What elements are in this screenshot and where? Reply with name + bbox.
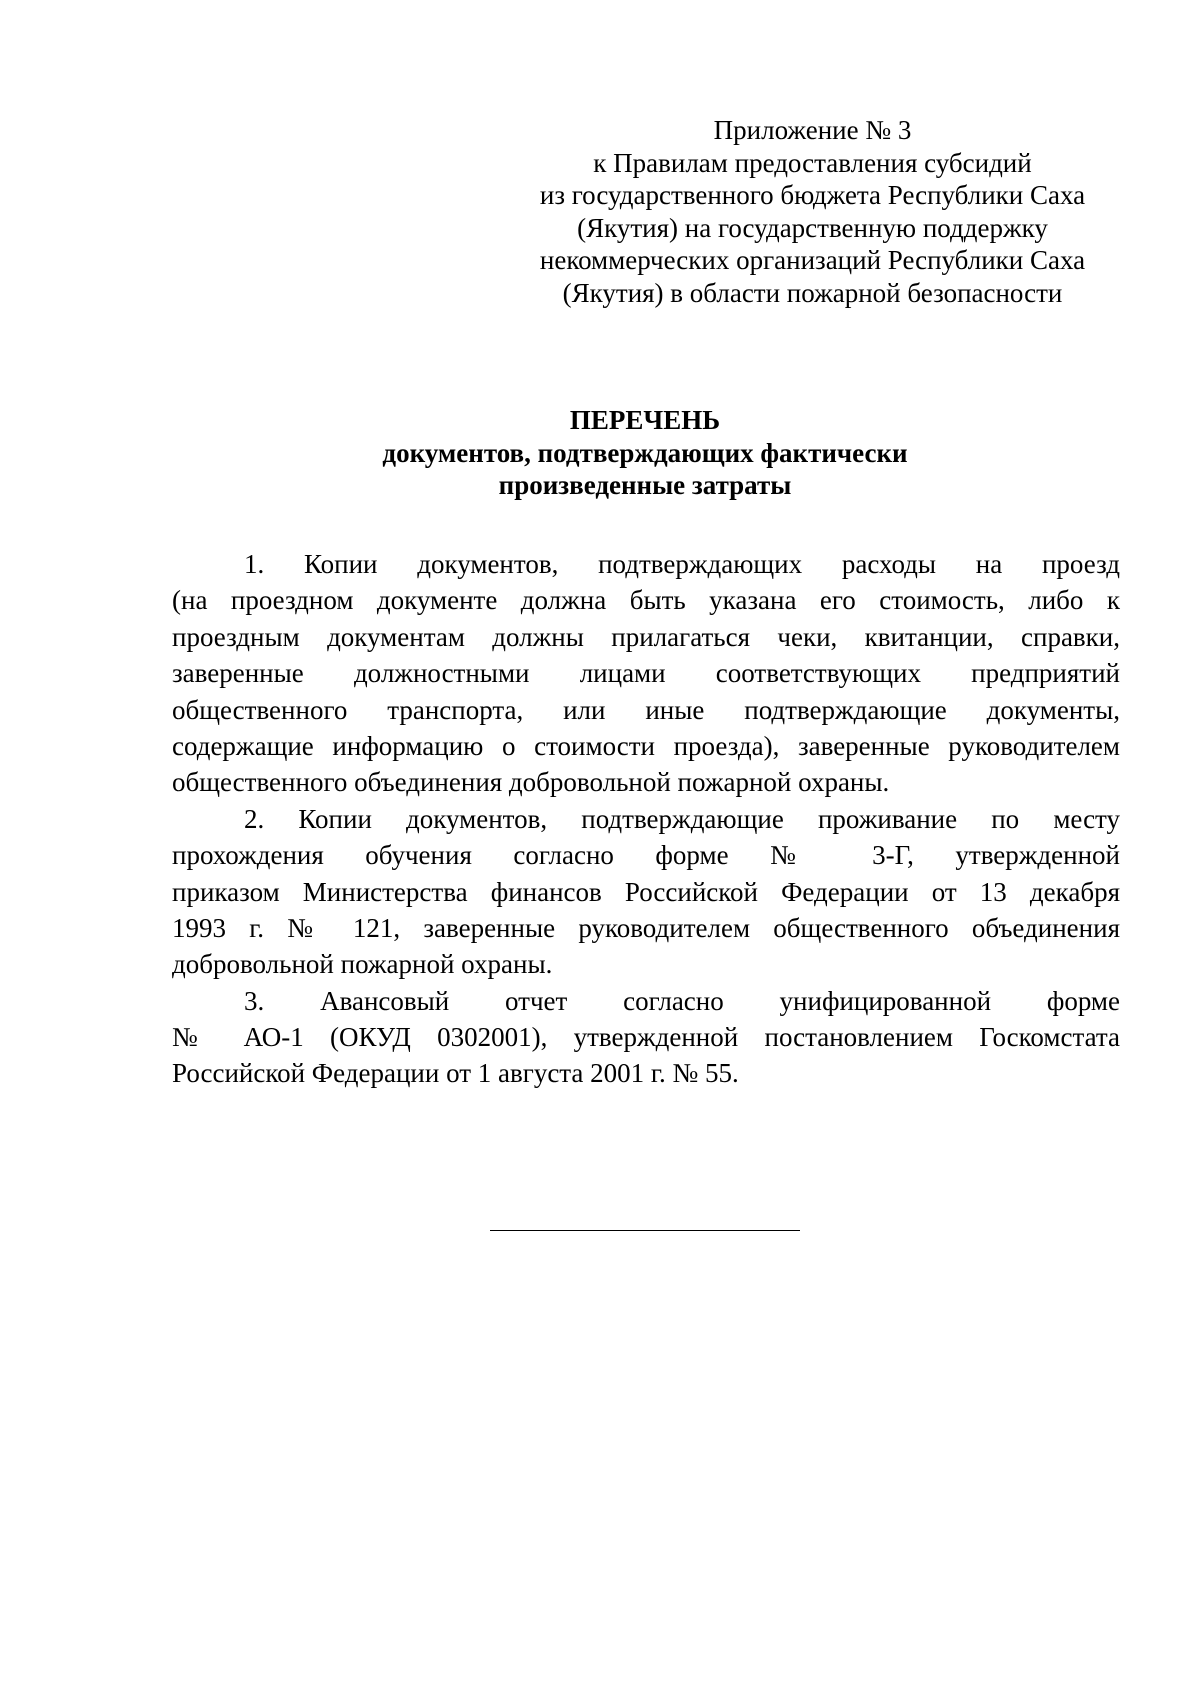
paragraph-line: № АО-1 (ОКУД 0302001), утвержденной постановлением Госкомстата	[172, 1022, 1120, 1053]
paragraph-line: Российской Федерации от 1 августа 2001 г. № 55.	[172, 1058, 739, 1089]
paragraph-line: содержащие информацию о стоимости проезда), заверенные руководителем	[172, 730, 1120, 761]
appendix-line: некоммерческих организаций Республики Саха	[539, 245, 1086, 275]
paragraph-line: 1993 г. № 121, заверенные руководителем общественного объединения	[172, 912, 1120, 943]
paragraph-line: проездным документам должны прилагаться чеки, квитанции, справки,	[172, 621, 1120, 652]
paragraph-line: 3. Авансовый отчет согласно унифицированной форме	[244, 985, 1120, 1016]
title-heading: ПЕРЕЧЕНЬ	[569, 405, 721, 435]
document-body	[172, 546, 1120, 1092]
closing-separator-line	[490, 1230, 800, 1231]
appendix-number: Приложение № 3	[713, 115, 912, 145]
appendix-line: (Якутия) в области пожарной безопасности	[562, 277, 1063, 308]
paragraph-line: 1. Копии документов, подтверждающих расходы на проезд	[244, 549, 1120, 579]
paragraph-line: прохождения обучения согласно форме № 3-Г, утвержденной	[172, 840, 1120, 871]
paragraph-line: (на проездном документе должна быть указана его стоимость, либо к	[172, 585, 1120, 616]
paragraph-line: приказом Министерства финансов Российской Федерации от 13 декабря	[172, 876, 1120, 907]
appendix-line: (Якутия) на государственную поддержку	[577, 212, 1048, 243]
paragraph-line: заверенные должностными лицами соответствующих предприятий	[172, 658, 1120, 689]
list-item-1	[172, 546, 1120, 801]
appendix-header	[480, 114, 1145, 309]
paragraph-line: общественного транспорта, или иные подтверждающие документы,	[172, 694, 1120, 725]
paragraph-line: добровольной пожарной охраны.	[172, 949, 553, 980]
title-subtitle-line: произведенные затраты	[498, 470, 792, 500]
paragraph-line: 2. Копии документов, подтверждающие проживание по месту	[244, 803, 1120, 834]
document-title	[170, 404, 1120, 502]
list-item-2	[172, 801, 1120, 983]
appendix-line: из государственного бюджета Республики Саха	[539, 180, 1086, 210]
title-subtitle-line: документов, подтверждающих фактически	[382, 437, 908, 468]
appendix-line: к Правилам предоставления субсидий	[593, 147, 1032, 178]
paragraph-line: общественного объединения добровольной пожарной охраны.	[172, 767, 890, 798]
list-item-3	[172, 983, 1120, 1092]
